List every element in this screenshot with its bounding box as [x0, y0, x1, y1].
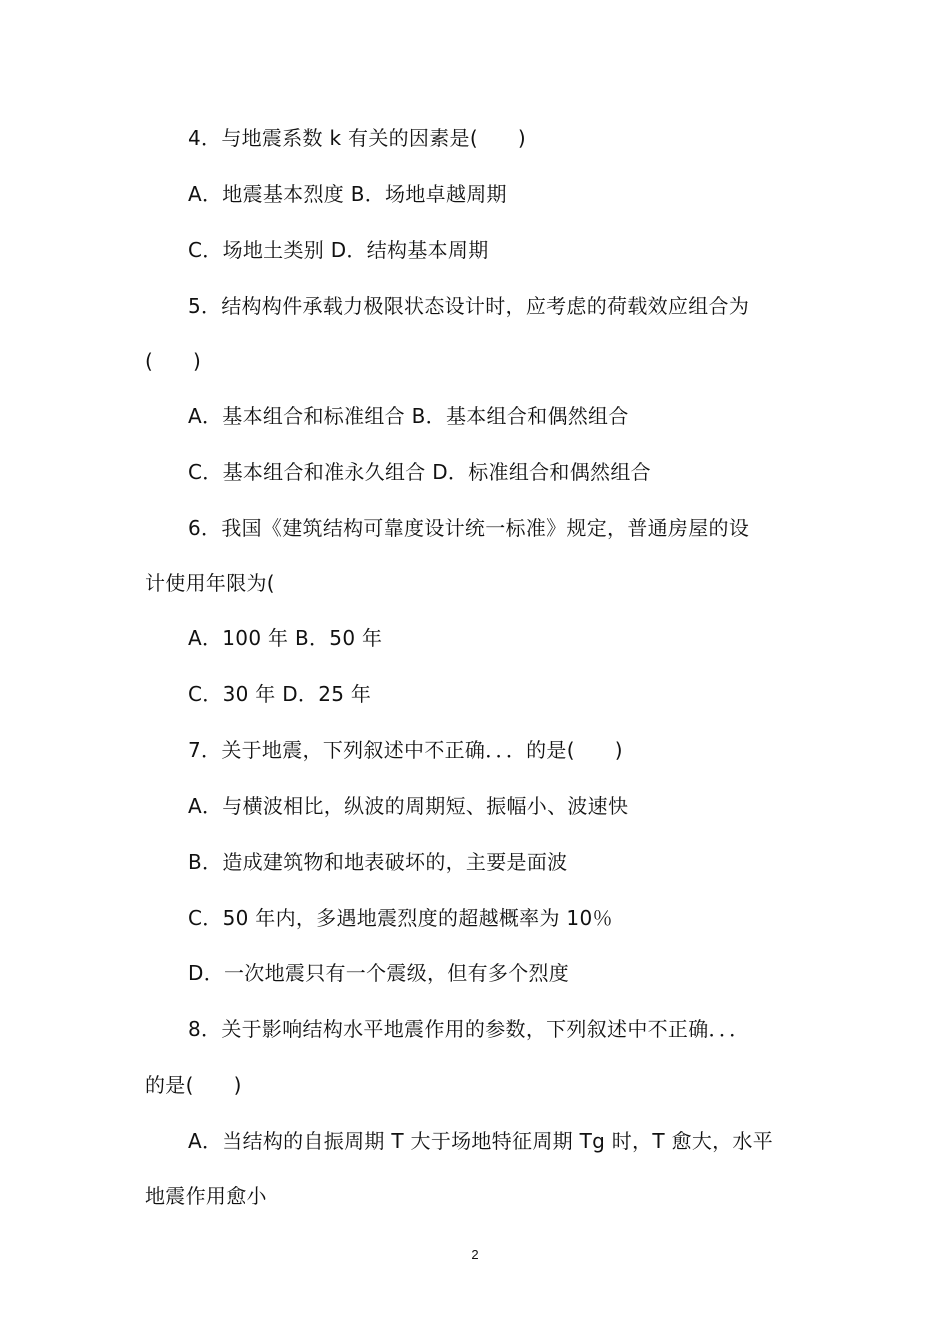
question-7-stem: 7．关于地震，下列叙述中不正确．．．的是( )	[188, 738, 623, 762]
question-8-stem: 8．关于影响结构水平地震作用的参数，下列叙述中不正确．．．	[188, 1017, 750, 1041]
question-8-stem-cont: 的是( )	[145, 1073, 242, 1097]
question-5-options-cd: C．基本组合和准永久组合 D．标准组合和偶然组合	[188, 460, 651, 484]
question-4-stem: 4．与地震系数 k 有关的因素是( )	[188, 126, 526, 150]
question-8-option-a: A．当结构的自振周期 T 大于场地特征周期 Tg 时，T 愈大，水平	[188, 1129, 774, 1153]
question-5-stem-cont: ( )	[145, 349, 202, 373]
question-6-stem: 6．我国《建筑结构可靠度设计统一标准》规定，普通房屋的设	[188, 516, 750, 540]
question-6-stem-cont: 计使用年限为(	[145, 571, 275, 595]
question-6-options-ab: A．100 年 B．50 年	[188, 626, 383, 650]
question-5-stem: 5．结构构件承载力极限状态设计时，应考虑的荷载效应组合为	[188, 294, 750, 318]
question-5-options-ab: A．基本组合和标准组合 B．基本组合和偶然组合	[188, 404, 629, 428]
page-number: 2	[471, 1247, 479, 1262]
question-4-options-cd: C．场地土类别 D．结构基本周期	[188, 238, 489, 262]
question-6-options-cd: C．30 年 D．25 年	[188, 682, 372, 706]
question-8-option-a-cont: 地震作用愈小	[145, 1184, 267, 1208]
question-7-option-b: B．造成建筑物和地表破坏的，主要是面波	[188, 850, 568, 874]
question-7-option-d: D．一次地震只有一个震级，但有多个烈度	[188, 961, 570, 985]
question-7-option-c: C．50 年内，多遇地震烈度的超越概率为 10％	[188, 906, 613, 930]
question-4-options-ab: A．地震基本烈度 B．场地卓越周期	[188, 182, 507, 206]
question-7-option-a: A．与横波相比，纵波的周期短、振幅小、波速快	[188, 794, 629, 818]
